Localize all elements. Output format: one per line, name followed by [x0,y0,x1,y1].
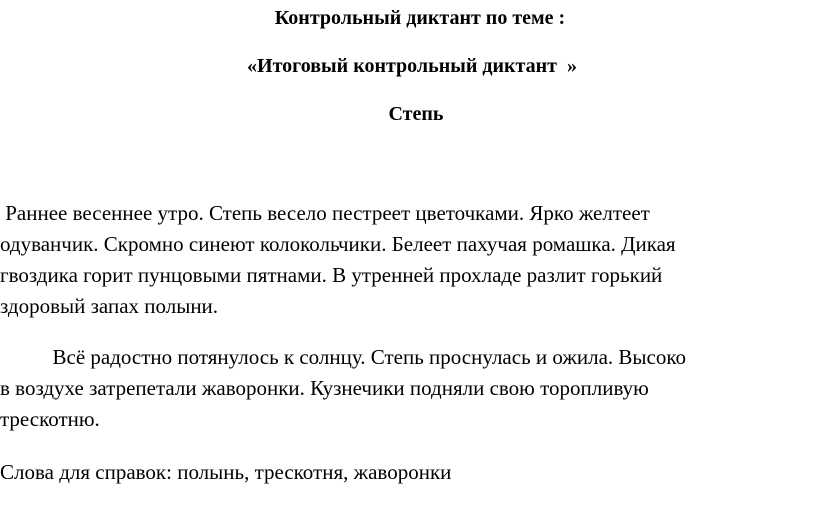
reference-words: Слова для справок: полынь, трескотня, жаворонки [0,460,452,484]
paragraph-line: одуванчик. Скромно синеют колокольчики. Белеет пахучая ромашка. Дикая [0,232,676,256]
paragraph-line: в воздухе затрепетали жаворонки. Кузнечики подняли свою торопливую [0,376,649,400]
paragraph-line: гвоздика горит пунцовыми пятнами. В утренней прохладе разлит горький [0,263,663,287]
paragraph-2 [0,342,816,435]
dictation-subtitle: «Итоговый контрольный диктант » [247,55,577,77]
dictation-title: Контрольный диктант по теме : [274,7,566,29]
text-title: Степь [388,103,444,125]
paragraph-line: здоровый запах полыни. [0,294,219,318]
paragraph-line: Всё радостно потянулось к солнцу. Степь проснулась и ожила. Высоко [0,345,686,369]
paragraph-1 [0,198,816,322]
paragraph-line: трескотню. [0,407,100,431]
paragraph-line: Раннее весеннее утро. Степь весело пестреет цветочками. Ярко желтеет [0,201,650,225]
